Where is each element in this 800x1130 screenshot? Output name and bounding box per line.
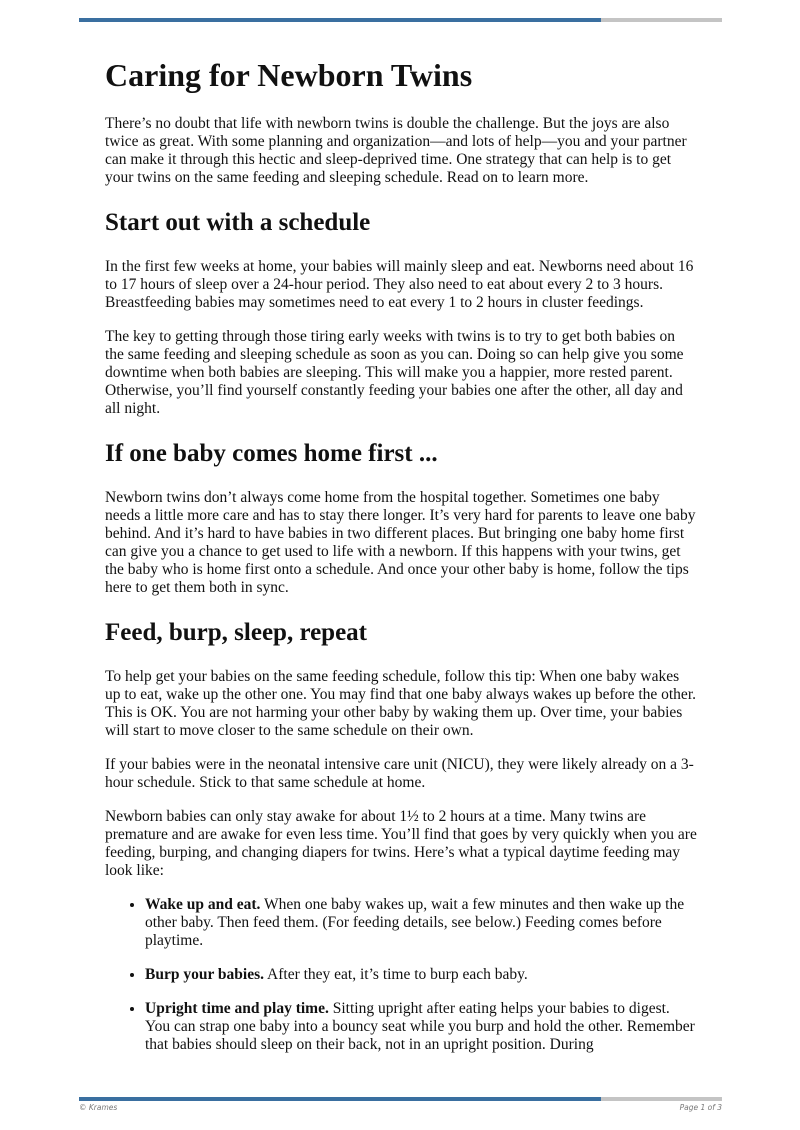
top-rule-gray — [601, 18, 722, 22]
section-heading-schedule: Start out with a schedule — [105, 209, 371, 236]
list-item-bold: Burp your babies. — [145, 966, 265, 983]
list-item-text: When one baby wakes up, wait a few minutes and then wake up the other baby. Then feed them. (For feeding details, see below.) Feeding comes before playtime. — [145, 896, 685, 949]
bottom-rule — [79, 1097, 722, 1101]
list-item — [145, 896, 697, 950]
footer-page-number: Page 1 of 3 — [679, 1103, 722, 1112]
paragraph: To help get your babies on the same feeding schedule, follow this tip: When one baby wakes up to eat, wake up the other one. You may find that one baby always wakes up before the other. This is OK. You are not harming your other baby by waking them up. Over time, your babies will start to move closer to the same schedule on their own. — [105, 668, 696, 739]
paragraph: The key to getting through those tiring early weeks with twins is to try to get both babies on the same feeding and sleeping schedule as soon as you can. Doing so can help give you some downtime when both babies are sleeping. This will make you a happier, more rested parent. Otherwise, you’ll find yourself constantly feeding your babies one after the other, all day and all night. — [105, 328, 684, 417]
list-item — [145, 1000, 697, 1054]
paragraph: If your babies were in the neonatal intensive care unit (NICU), they were likely already on a 3-hour schedule. Stick to that same schedule at home. — [105, 756, 694, 791]
paragraph: In the first few weeks at home, your babies will mainly sleep and eat. Newborns need about 16 to 17 hours of sleep over a 24-hour period. They also need to eat about every 2 to 3 hours. Breastfeeding babies may sometimes need to eat every 1 to 2 hours in cluster feedings. — [105, 258, 694, 311]
bottom-rule-gray — [601, 1097, 722, 1101]
bottom-rule-blue — [79, 1097, 601, 1101]
article — [105, 55, 697, 1070]
intro-paragraph: There’s no doubt that life with newborn twins is double the challenge. But the joys are also twice as great. With some planning and organization—and lots of help—you and your partner can make it through this hectic and sleep-deprived time. One strategy that can help is to get your twins on the same feeding and sleeping schedule. Read on to learn more. — [105, 115, 687, 186]
section-heading-feed-burp-sleep: Feed, burp, sleep, repeat — [105, 619, 368, 646]
top-rule-blue — [79, 18, 601, 22]
section-heading-one-baby-home: If one baby comes home first ... — [105, 440, 438, 467]
list-item — [145, 966, 697, 984]
list-item-bold: Wake up and eat. — [145, 896, 261, 913]
paragraph: Newborn babies can only stay awake for about 1½ to 2 hours at a time. Many twins are premature and are awake for even less time. You’ll find that goes by very quickly when you are feeding, burping, and changing diapers for twins. Here’s what a typical daytime feeding may look like: — [105, 808, 697, 879]
paragraph: Newborn twins don’t always come home from the hospital together. Sometimes one baby needs a little more care and has to stay there longer. It’s very hard for parents to leave one baby behind. And it’s hard to have babies in two different places. But bringing one baby home first can give you a chance to get used to life with a newborn. If this happens with your twins, get the baby who is home first onto a schedule. And once your other baby is home, follow the tips here to get them both in sync. — [105, 489, 696, 596]
list-item-bold: Upright time and play time. — [145, 1000, 329, 1017]
list-item-text: After they eat, it’s time to burp each baby. — [264, 966, 528, 983]
list-item-text: Sitting upright after eating helps your babies to digest. You can strap one baby into a bouncy seat while you burp and hold the other. Remember that babies should sleep on their back, not in an upright position. During — [145, 1000, 695, 1053]
feeding-steps-list — [105, 896, 697, 1054]
footer-copyright: © Krames — [79, 1103, 118, 1112]
page-title: Caring for Newborn Twins — [105, 57, 473, 93]
top-rule — [79, 18, 722, 22]
